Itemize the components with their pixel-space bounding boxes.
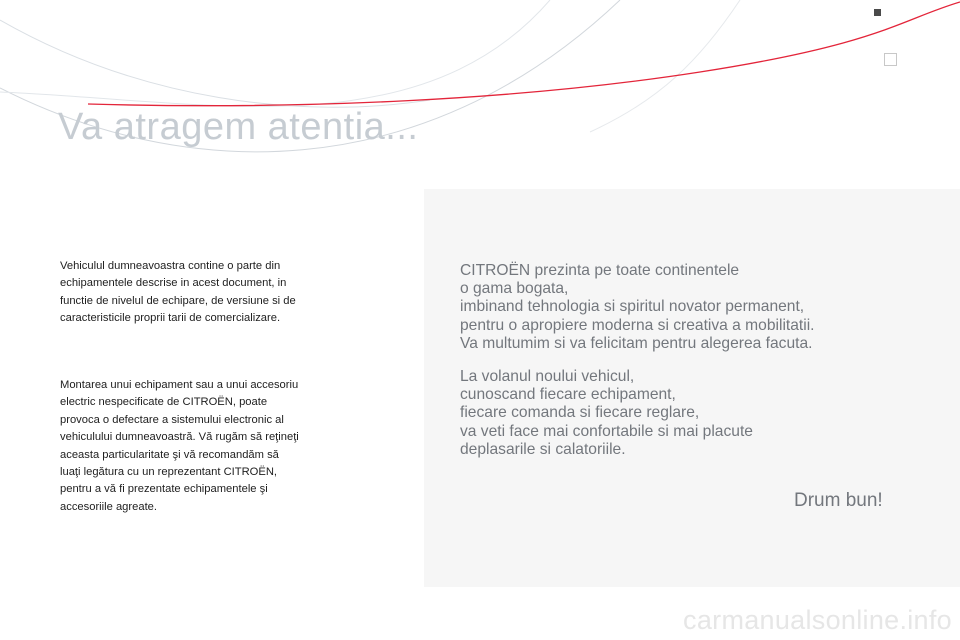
grey-curve-lower bbox=[0, 0, 550, 106]
brand-intro-paragraph bbox=[460, 262, 880, 353]
text-line: o gama bogata, bbox=[460, 280, 569, 298]
text-line: CITROËN prezinta pe toate continentele bbox=[460, 262, 740, 279]
text-line: electric nespecificate de CITROËN, poate bbox=[60, 396, 268, 409]
text-line: cunoscand fiecare echipament, bbox=[460, 386, 676, 404]
text-line: fiecare comanda si fiecare reglare, bbox=[460, 404, 700, 422]
text-line: Va multumim si va felicitam pentru alegerea facuta. bbox=[460, 334, 813, 352]
page-title: Va atragem atentia... bbox=[58, 106, 419, 148]
text-line: pentru o apropiere moderna si creativa a mobilitatii. bbox=[460, 316, 815, 334]
red-accent-curve bbox=[88, 2, 960, 106]
corner-marker-square bbox=[874, 9, 881, 16]
text-line: aceasta particularitate şi vă recomandăm să bbox=[60, 448, 279, 461]
equipment-notice-paragraph bbox=[60, 258, 360, 328]
text-line: vehiculului dumneavoastră. Vă rugăm să reţineţi bbox=[60, 431, 299, 444]
text-line: La volanul noului vehicul, bbox=[460, 368, 635, 385]
closing-greeting: Drum bun! bbox=[794, 490, 883, 511]
text-line: deplasarile si calatoriile. bbox=[460, 440, 626, 458]
accessory-warning-paragraph bbox=[60, 377, 360, 516]
grey-curve-top-left bbox=[0, 20, 430, 107]
driving-intro-paragraph bbox=[460, 368, 880, 459]
text-line: caracteristicile proprii tarii de comercializare. bbox=[60, 312, 281, 325]
text-line: accesoriile agreate. bbox=[60, 500, 158, 513]
text-line: pentru a vă fi prezentate echipamentele şi bbox=[60, 483, 268, 496]
text-line: imbinand tehnologia si spiritul novator permanent, bbox=[460, 298, 805, 316]
text-line: echipamentele descrise in acest document, in bbox=[60, 277, 287, 290]
text-line: functie de nivelul de echipare, de versiune si de bbox=[60, 294, 296, 307]
grey-curve-right bbox=[590, 0, 740, 132]
text-line: va veti face mai confortabile si mai placute bbox=[460, 422, 753, 440]
text-line: provoca o defectare a sistemului electronic al bbox=[60, 413, 284, 426]
text-line: luaţi legătura cu un reprezentant CITROËN, bbox=[60, 466, 278, 479]
source-watermark: carmanualsonline.info bbox=[683, 605, 952, 635]
text-line: Vehiculul dumneavoastra contine o parte din bbox=[60, 260, 281, 272]
corner-outline-square bbox=[884, 53, 897, 66]
text-line: Montarea unui echipament sau a unui accesoriu bbox=[60, 379, 299, 391]
